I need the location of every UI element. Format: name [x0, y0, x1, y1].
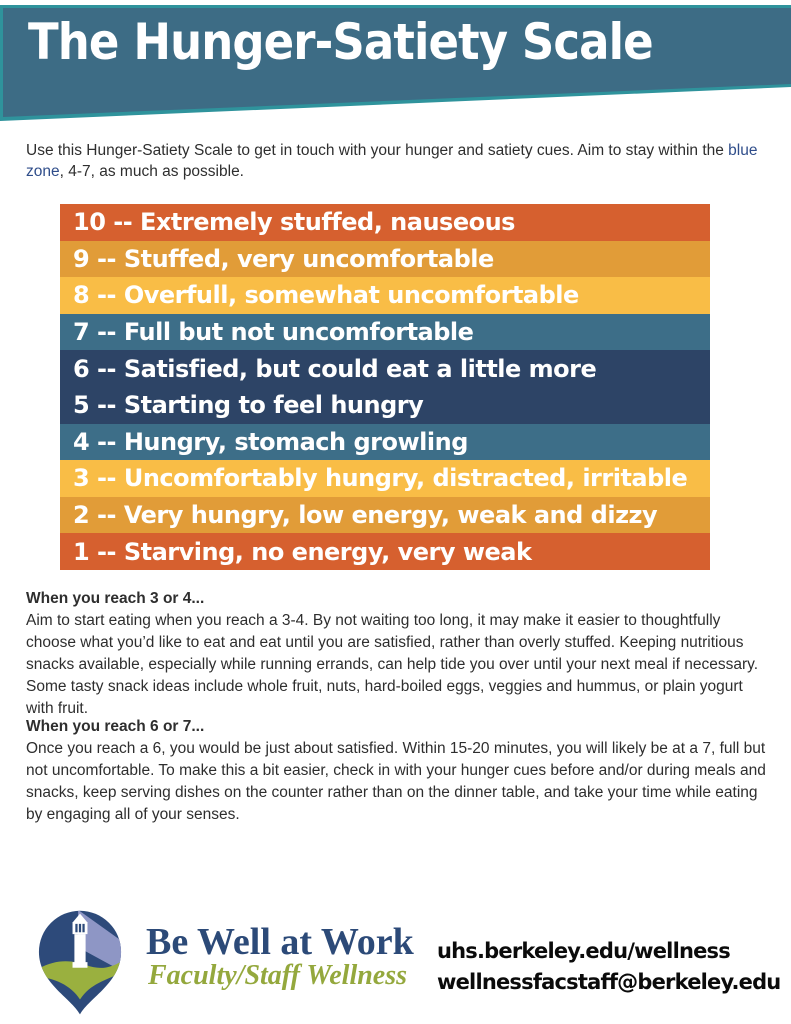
scale-row	[60, 460, 710, 497]
campanile-tower	[73, 914, 88, 968]
scale-row-text: 8 -- Overfull, somewhat uncomfortable	[73, 281, 579, 310]
scale-row-text: 2 -- Very hungry, low energy, weak and dizzy	[73, 501, 658, 530]
intro-paragraph	[26, 140, 766, 182]
blue-zone-highlight: blue zone	[26, 142, 758, 180]
scale-row	[60, 497, 710, 534]
logo-title: Be Well at Work	[146, 921, 414, 963]
scale-row-text: 10 -- Extremely stuffed, nauseous	[73, 208, 515, 237]
logo-subtitle: Faculty/Staff Wellness	[148, 960, 408, 991]
hunger-satiety-scale	[60, 204, 710, 570]
campanile-pin-icon	[24, 908, 136, 1020]
scale-row	[60, 314, 710, 351]
scale-row-text: 7 -- Full but not uncomfortable	[73, 318, 474, 347]
section-reach-6-or-7	[26, 716, 771, 826]
page-title: The Hunger-Satiety Scale	[28, 13, 653, 71]
scale-row	[60, 533, 710, 570]
scale-row-text: 6 -- Satisfied, but could eat a little more	[73, 354, 597, 383]
scale-row-text: 3 -- Uncomfortably hungry, distracted, irritable	[73, 464, 688, 493]
scale-row-text: 4 -- Hungry, stomach growling	[73, 427, 468, 456]
section-body: Aim to start eating when you reach a 3-4. By not waiting too long, it may make it easier to thoughtfully choose what you’d like to eat and eat until you are satisfied, rather than overly stuffed. Keeping nutritious snacks available, especially while running errands, can help tide you over until your next meal if necessary. Some tasty snack ideas include whole fruit, nuts, hard-boiled eggs, veggies and hummus, or plain yogurt with fruit.	[26, 612, 759, 717]
footer-contact	[437, 936, 780, 998]
section-body: Once you reach a 6, you would be just about satisfied. Within 15-20 minutes, you will likely be at a 7, full but not uncomfortable. To make this a bit easier, check in with your hunger cues before and/or during meals and snacks, keep serving dishes on the counter rather than on the dinner table, and take your time while eating by engaging all of your senses.	[26, 740, 766, 823]
section-heading: When you reach 6 or 7...	[26, 718, 205, 735]
scale-row	[60, 387, 710, 424]
scale-row	[60, 350, 710, 387]
scale-row	[60, 424, 710, 461]
scale-row	[60, 277, 710, 314]
header-banner	[0, 0, 791, 125]
section-reach-3-or-4	[26, 588, 771, 720]
section-heading: When you reach 3 or 4...	[26, 590, 205, 607]
footer-website: uhs.berkeley.edu/wellness	[437, 939, 730, 963]
scale-row-text: 1 -- Starving, no energy, very weak	[73, 537, 532, 566]
scale-row	[60, 204, 710, 241]
scale-row-text: 5 -- Starting to feel hungry	[73, 391, 424, 420]
intro-text-before: Use this Hunger-Satiety Scale to get in touch with your hunger and satiety cues. Aim to stay within the	[26, 142, 729, 159]
scale-row-text: 9 -- Stuffed, very uncomfortable	[73, 244, 494, 273]
intro-text-after: , 4-7, as much as possible.	[59, 163, 244, 180]
footer-email: wellnessfacstaff@berkeley.edu	[437, 970, 781, 994]
scale-row	[60, 241, 710, 278]
